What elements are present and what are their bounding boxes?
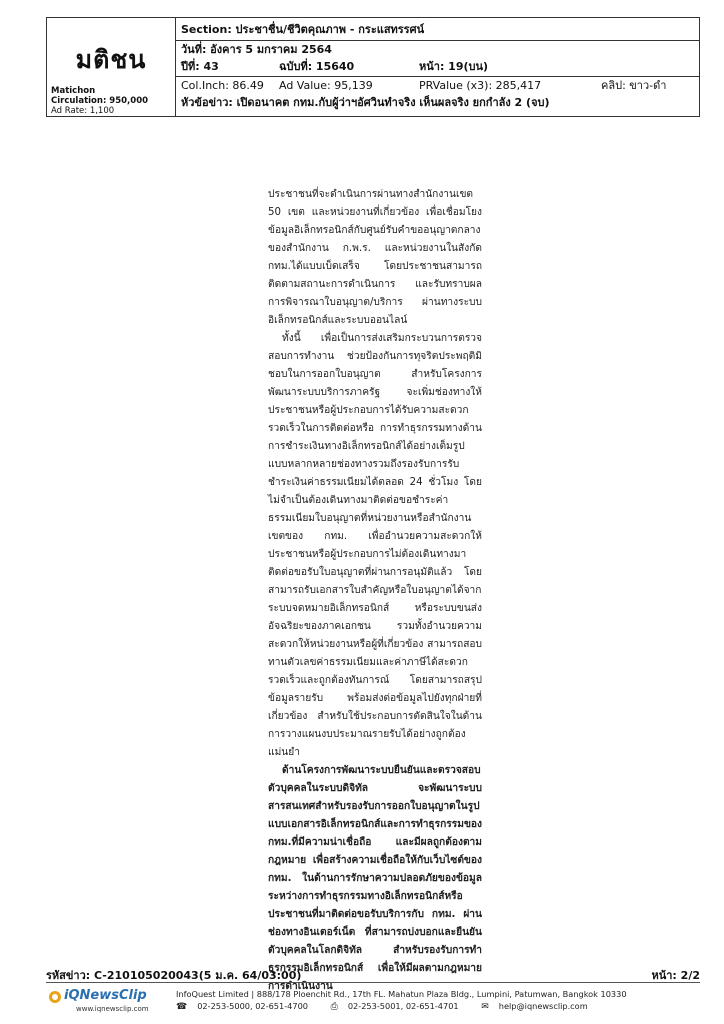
email: help@iqnewsclip.com	[498, 1001, 588, 1011]
news-code: รหัสข่าว: C-210105020043(5 ม.ค. 64/03:00)	[46, 969, 302, 982]
year: ปีที่: 43	[181, 60, 219, 73]
footer-divider	[46, 982, 700, 983]
article-body	[268, 186, 482, 996]
issue: ฉบับที่: 15640	[279, 60, 355, 73]
circulation: Circulation: 950,000	[51, 96, 149, 106]
col-inch: Col.Inch: 86.49	[181, 79, 264, 92]
publication-name: Matichon	[51, 86, 96, 96]
fax: 02-253-5001, 02-651-4701	[347, 1001, 459, 1011]
page-indicator: หน้า: 2/2	[651, 969, 700, 982]
paragraph-2: ทั้งนี้ เพื่อเป็นการส่งเสริมกระบวนการตรวจสอบการทำงาน ช่วยป้องกันการทุจริตประพฤติมิชอบในการออกใบอนุญาต สำหรับโครงการพัฒนาระบบบริการภาครัฐ จะเพิ่มช่องทางให้ประชาชนหรือผู้ประกอบการได้รับความสะดวกรวดเร็วในการติดต่อหรือ การทำธุรกรรมทางด้านการชำระเงินทางอิเล็กทรอนิกส์ได้อย่างเต็มรูปแบบหลากหลายช่องทางรวมถึงรองรับการรับชำระเงินค่าธรรมเนียมได้ตลอด 24 ชั่วโมง โดยไม่จำเป็นต้องเดินทางมาติดต่อขอชำระค่าธรรมเนียมใบอนุญาตที่หน่วยงานหรือสำนักงานเขตของ กทม. เพื่ออำนวยความสะดวกให้ประชาชนหรือผู้ประกอบการไม่ต้องเดินทางมาติดต่อขอรับใบอนุญาตที่ผ่านการอนุมัติแล้ว โดยสามารถรับเอกสารใบสำคัญหรือใบอนุญาตได้จากระบบจดหมายอิเล็กทรอนิกส์ หรือระบบขนส่งอัจฉริยะของภาคเอกชน รวมทั้งอำนวยความสะดวกให้หน่วยงานหรือผู้ที่เกี่ยวข้อง สามารถสอบทานตัวเลขค่าธรรมเนียมและค่าภาษีได้สะดวกรวดเร็วและถูกต้องทันการณ์ โดยสามารถสรุปข้อมูลรายรับ พร้อมส่งต่อข้อมูลไปยังทุกฝ่ายที่เกี่ยวข้อง สำหรับใช้ประกอบการตัดสินใจในด้านการวางแผนงบประมาณรายรับได้อย่างถูกต้องแม่นยำ	[268, 333, 482, 758]
page-number: หน้า: 19(บน)	[419, 60, 489, 73]
contact-info	[176, 988, 627, 1013]
brand-name: iQNewsClip	[64, 988, 147, 1003]
date: วันที่: อังคาร 5 มกราคม 2564	[181, 43, 332, 56]
headline: หัวข้อข่าว: เปิดอนาคต กทม.กับผู้ว่าฯอัศวินทำจริง เห็นผลจริง ยกกำลัง 2 (จบ)	[181, 96, 550, 109]
company-address: InfoQuest Limited | 888/178 Ploenchit Rd., 17th FL. Mahatun Plaza Bldg., Lumpini, Patumwan, Bangkok 10330	[176, 989, 627, 999]
paragraph-3: ด้านโครงการพัฒนาระบบยืนยันและตรวจสอบตัวบุคคลในระบบดิจิทัล จะพัฒนาระบบสารสนเทศสำหรับรองรับการออกใบอนุญาตในรูปแบบเอกสารอิเล็กทรอนิกส์และการทำธุรกรรมของ กทม.ที่มีความน่าเชื่อถือ และมีผลถูกต้องตามกฎหมาย เพื่อสร้างความเชื่อถือให้กับเว็บไซต์ของ กทม. ในด้านการรักษาความปลอดภัยของข้อมูลระหว่างการทำธุรกรรมทางอิเล็กทรอนิกส์หรือประชาชนที่มาติดต่อขอรับบริการกับ กทม. ผ่านช่องทางอินเตอร์เน็ต ที่สามารถบ่งบอกและยืนยันตัวบุคคลในโลกดิจิทัล สำหรับรองรับการทำธุรกรรมอิเล็กทรอนิกส์ เพื่อให้มีผลตามกฎหมายการดำเนินงาน	[268, 765, 482, 992]
clipping-header	[46, 17, 700, 117]
phone: 02-253-5000, 02-651-4700	[197, 1001, 309, 1011]
brand-url: www.iqnewsclip.com	[76, 1005, 149, 1013]
section: Section: ประชาชื่น/ชีวิตคุณภาพ - กระแสทรรศน์	[181, 23, 425, 36]
ad-rate: Ad Rate: 1,100	[51, 106, 115, 116]
iqnewsclip-logo	[48, 986, 158, 1016]
phone-icon: ☎	[176, 1002, 188, 1012]
fax-icon: ⎙	[330, 1002, 338, 1012]
clip-color: คลิป: ขาว-ดำ	[601, 79, 667, 92]
publication-logo: มติชน	[75, 45, 147, 74]
publication-logo-box	[47, 18, 176, 116]
paragraph-1: ประชาชนที่จะดำเนินการผ่านทางสำนักงานเขต 50 เขต และหน่วยงานที่เกี่ยวข้อง เพื่อเชื่อมโยงข้อมูลอิเล็กทรอนิกส์กับศูนย์รับคำขออนุญาตกลางของสำนักงาน ก.พ.ร. และหน่วยงานในสังกัด กทม.ได้แบบเบ็ดเสร็จ โดยประชาชนสามารถติดตามสถานะการดำเนินการ และรับทราบผลการพิจารณาใบอนุญาต/บริการ ผ่านทางระบบอิเล็กทรอนิกส์และระบบออนไลน์	[268, 189, 482, 326]
ad-value: Ad Value: 95,139	[279, 79, 373, 92]
email-icon: ✉	[481, 1002, 489, 1012]
leaf-icon	[48, 990, 62, 1004]
pr-value: PRValue (x3): 285,417	[419, 79, 542, 92]
